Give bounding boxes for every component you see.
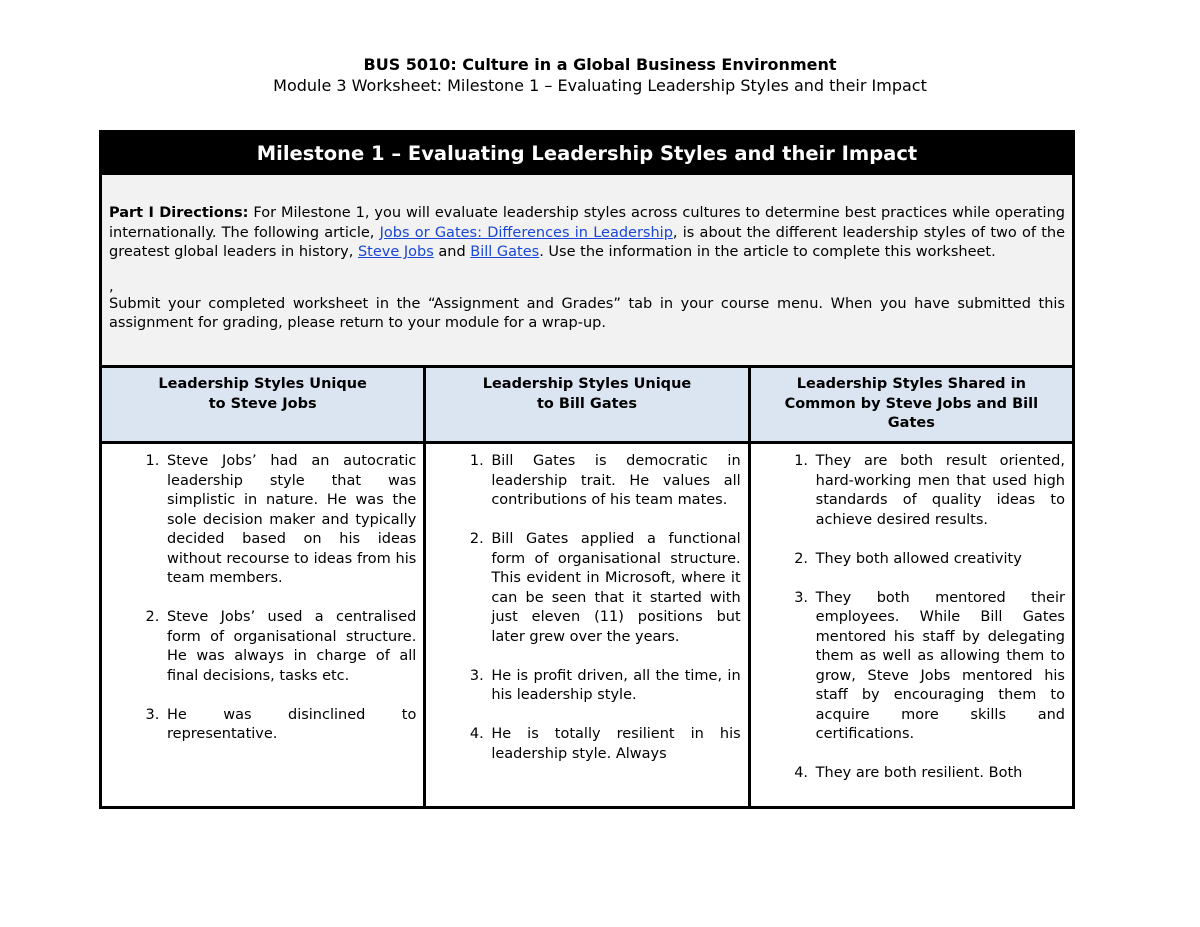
module-title: Module 3 Worksheet: Milestone 1 – Evaluating Leadership Styles and their Impact [273,76,927,95]
bill-gates-link[interactable]: Bill Gates [470,244,540,261]
shared-styles-list [751,452,1065,784]
list-item: 2. Bill Gates applied a functional form of organisational structure. This evident in Microsoft, where it can be seen that it started with just eleven (11) positions but later grew over the years. [488,530,740,647]
list-item: 3. He was disinclined to representative. [164,706,416,745]
steve-jobs-list [102,452,416,745]
column-body [751,444,1072,784]
list-item: 3. He is profit driven, all the time, in his leadership style. [488,667,740,706]
list-item: 4. They are both resilient. Both [813,764,1065,784]
directions-text: . Use the information in the article to complete this worksheet. [539,244,996,261]
course-title: BUS 5010: Culture in a Global Business Environment [363,55,837,74]
directions-panel [102,175,1072,368]
directions-text: and [433,244,471,261]
list-item: 1. They are both result oriented, hard-working men that used high standards of quality ideas to achieve desired results. [813,452,1065,530]
column-header-line: to Steve Jobs [208,395,317,412]
list-item: 1. Bill Gates is democratic in leadership trait. He values all contributions of his team mates. [488,452,740,511]
list-item: 4. He is totally resilient in his leadership style. Always [488,725,740,764]
column-header-line: Leadership Styles Unique [158,376,367,392]
shared-styles-column [748,368,1072,806]
column-body [102,444,423,745]
column-body [426,444,747,764]
directions-text: , is about the different leadership styles of two of the greatest global leaders in history, [109,224,1066,261]
worksheet-table [99,130,1075,809]
bill-gates-list [426,452,740,764]
column-header-line: Leadership Styles Shared in [796,376,1026,392]
list-item: 2. They both allowed creativity [813,550,1065,570]
steve-jobs-link[interactable]: Steve Jobs [357,244,434,261]
column-header [102,368,423,444]
list-item: 1. Steve Jobs’ had an autocratic leadership style that was simplistic in nature. He was the sole decision maker and typically decided based on his ideas without recourse to ideas from his team members. [164,452,416,589]
directions-paragraph [109,204,1065,263]
milestone-banner: Milestone 1 – Evaluating Leadership Styles and their Impact [102,133,1072,175]
list-item: 3. They both mentored their employees. While Bill Gates mentored his staff by delegating them as well as allowing them to grow, Steve Jobs mentored his staff by encouraging them to acquire more skills and certifications. [813,589,1065,745]
column-header [426,368,747,444]
column-header-line: Gates [887,415,935,432]
list-item: 2. Steve Jobs’ used a centralised form of organisational structure. He was always in charge of all final decisions, tasks etc. [164,608,416,686]
leadership-columns [102,368,1072,806]
bill-gates-column [423,368,747,806]
submit-instructions: Submit your completed worksheet in the “Assignment and Grades” tab in your course menu. When you have submitted this assignment for grading, please return to your module for a wrap-up. [109,295,1065,332]
column-header-line: to Bill Gates [536,395,638,412]
directions-label: Part I Directions: [109,205,249,221]
steve-jobs-column [102,368,423,806]
column-header [751,368,1072,444]
document-header [0,54,1200,96]
column-header-line: Common by Steve Jobs and Bill [784,395,1039,412]
article-link[interactable]: Jobs or Gates: Differences in Leadership [379,224,673,241]
stray-comma: , [109,278,114,295]
column-header-line: Leadership Styles Unique [482,376,692,392]
directions-text: For Milestone 1, you will evaluate leadership styles across cultures to determine best practices while operating internationally. The following article, [109,205,1065,241]
